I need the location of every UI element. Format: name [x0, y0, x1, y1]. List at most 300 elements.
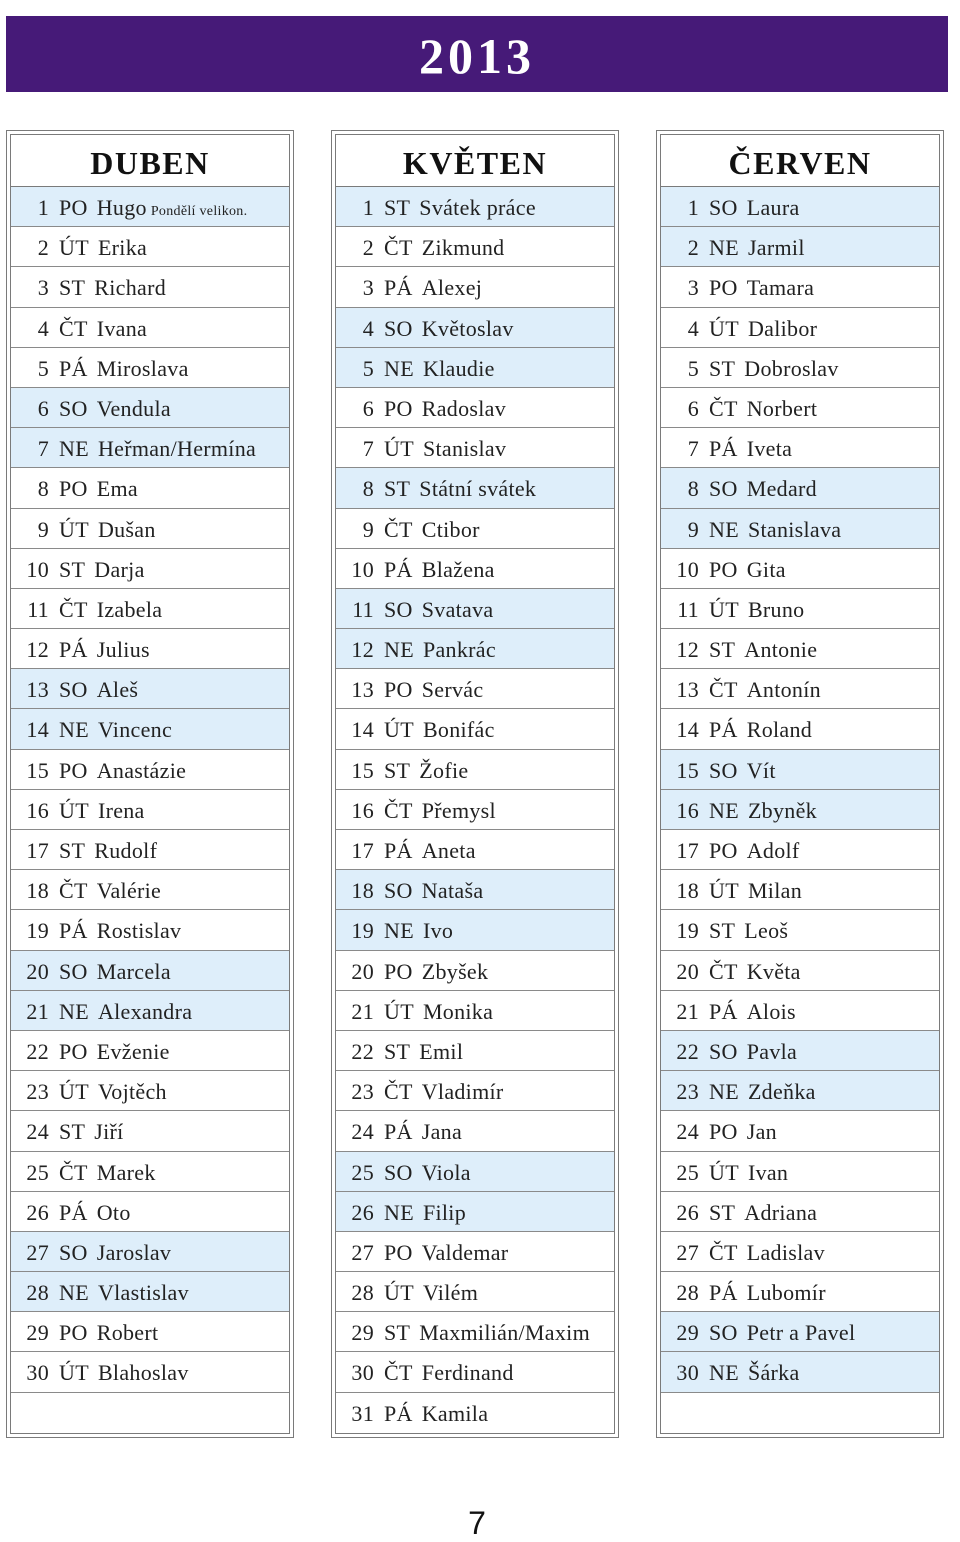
day-row — [11, 1232, 289, 1272]
name-day: Aneta — [421, 838, 476, 863]
day-number: 9 — [687, 516, 699, 542]
day-of-week: NE — [59, 998, 89, 1024]
day-of-week: ČT — [384, 516, 413, 542]
day-of-week: SO — [59, 395, 88, 421]
name-day: Nataša — [421, 878, 484, 904]
day-row — [11, 267, 289, 307]
day-of-week: ST — [384, 476, 411, 502]
day-number: 28 — [351, 1280, 374, 1306]
day-row — [336, 1031, 614, 1071]
month-column-cerven — [656, 130, 944, 1438]
day-number: 1 — [687, 195, 699, 220]
day-row — [11, 669, 289, 709]
day-row — [661, 549, 939, 589]
month-title: DUBEN — [11, 135, 289, 187]
day-of-week: NE — [59, 717, 89, 743]
name-day: Tamara — [746, 275, 815, 301]
day-row — [11, 589, 289, 629]
day-number: 20 — [26, 958, 49, 984]
day-of-week: ČT — [384, 1360, 413, 1386]
day-row — [11, 348, 289, 388]
day-of-week: PO — [59, 1038, 88, 1064]
name-day: Aleš — [96, 677, 139, 703]
name-day: Monika — [422, 998, 494, 1024]
name-day: Jana — [421, 1119, 463, 1145]
name-day: Žofie — [419, 757, 469, 783]
name-day: Bonifác — [422, 717, 495, 743]
day-of-week: NE — [59, 436, 89, 462]
day-row — [336, 991, 614, 1031]
day-row — [11, 187, 289, 227]
name-day: Alexej — [421, 275, 483, 301]
day-row — [11, 750, 289, 790]
day-of-week: SO — [709, 476, 738, 502]
day-number: 19 — [351, 918, 374, 944]
name-day: Evženie — [96, 1038, 170, 1064]
day-of-week: SO — [384, 1159, 413, 1185]
day-row — [661, 308, 939, 348]
day-of-week: ST — [384, 1038, 411, 1064]
day-row — [11, 468, 289, 508]
day-of-week: PÁ — [384, 838, 413, 863]
day-of-week: SO — [709, 757, 738, 783]
day-number: 28 — [26, 1280, 49, 1306]
day-row — [661, 1352, 939, 1392]
day-row — [336, 227, 614, 267]
day-of-week: ÚT — [59, 1360, 89, 1386]
day-number: 16 — [351, 797, 374, 823]
day-number: 8 — [687, 476, 699, 502]
day-of-week: ST — [709, 637, 736, 663]
day-row — [661, 1071, 939, 1111]
day-of-week: PO — [709, 556, 738, 582]
name-day: Julius — [96, 637, 150, 663]
day-number: 6 — [687, 395, 699, 421]
day-number: 20 — [676, 958, 699, 984]
name-day: Květa — [746, 958, 801, 984]
day-number: 25 — [26, 1159, 49, 1185]
day-of-week: PO — [384, 1239, 413, 1265]
day-row — [661, 1031, 939, 1071]
day-row — [661, 589, 939, 629]
day-number: 2 — [687, 235, 699, 261]
day-number: 26 — [351, 1199, 374, 1225]
name-day: Pavla — [746, 1038, 798, 1064]
day-row — [11, 1312, 289, 1352]
name-day: Vendula — [96, 395, 171, 421]
day-of-week: SO — [59, 1239, 88, 1265]
name-day: Filip — [422, 1199, 467, 1225]
day-of-week: ÚT — [59, 797, 89, 823]
day-number: 18 — [676, 878, 699, 904]
day-number: 23 — [351, 1079, 374, 1105]
day-of-week: ČT — [709, 395, 738, 421]
day-number: 24 — [26, 1119, 49, 1145]
day-of-week: ČT — [709, 677, 738, 703]
day-row — [336, 468, 614, 508]
day-of-week: NE — [709, 235, 739, 261]
name-day: Darja — [94, 556, 145, 582]
day-row — [11, 1152, 289, 1192]
name-day: Zdeňka — [747, 1079, 816, 1105]
name-day: Roland — [746, 717, 813, 743]
day-number: 13 — [351, 677, 374, 703]
day-number: 3 — [362, 275, 374, 301]
day-number: 17 — [351, 838, 374, 863]
day-row — [11, 509, 289, 549]
month-title: ČERVEN — [661, 135, 939, 187]
name-day: Ferdinand — [421, 1360, 514, 1386]
day-of-week: ÚT — [384, 436, 414, 462]
day-number: 1 — [362, 195, 374, 220]
day-of-week: ČT — [59, 596, 88, 622]
day-row — [336, 1393, 614, 1433]
day-number: 27 — [676, 1239, 699, 1265]
day-number: 16 — [26, 797, 49, 823]
day-of-week: ÚT — [709, 315, 739, 341]
day-of-week: PÁ — [59, 637, 88, 663]
day-row — [11, 951, 289, 991]
day-of-week: ST — [59, 556, 86, 582]
day-number: 19 — [26, 918, 49, 944]
name-day: Ladislav — [746, 1239, 825, 1265]
name-day: Pankrác — [422, 637, 496, 663]
day-list — [11, 187, 289, 1433]
name-day: Miroslava — [96, 355, 189, 381]
empty-day-row — [11, 1393, 289, 1433]
day-row — [336, 1272, 614, 1312]
day-of-week: ST — [709, 1199, 736, 1225]
name-day: Šárka — [747, 1360, 800, 1386]
name-day: Blažena — [421, 556, 495, 582]
day-row — [11, 991, 289, 1031]
day-number: 4 — [37, 315, 49, 341]
day-of-week: NE — [384, 355, 414, 381]
day-row — [336, 1232, 614, 1272]
day-number: 26 — [676, 1199, 699, 1225]
name-day: Richard — [94, 275, 167, 301]
name-day: Iveta — [746, 436, 793, 462]
day-number: 29 — [676, 1320, 699, 1346]
day-number: 30 — [26, 1360, 49, 1386]
day-of-week: PÁ — [59, 355, 88, 381]
day-row — [336, 790, 614, 830]
day-row — [661, 1192, 939, 1232]
day-number: 14 — [351, 717, 374, 743]
day-number: 30 — [351, 1360, 374, 1386]
name-day: Zbyněk — [747, 797, 817, 823]
day-number: 11 — [27, 596, 49, 622]
day-of-week: ST — [709, 918, 736, 944]
day-number: 14 — [26, 717, 49, 743]
name-day: Dalibor — [747, 315, 818, 341]
day-number: 30 — [676, 1360, 699, 1386]
day-of-week: NE — [709, 1360, 739, 1386]
day-number: 7 — [687, 436, 699, 462]
day-of-week: ÚT — [59, 235, 89, 261]
day-row — [661, 669, 939, 709]
day-row — [11, 1071, 289, 1111]
name-day: Dobroslav — [744, 355, 839, 381]
name-day: Ema — [96, 476, 138, 502]
name-day: Alexandra — [97, 998, 193, 1024]
day-row — [661, 951, 939, 991]
day-of-week: ČT — [59, 315, 88, 341]
day-number: 2 — [362, 235, 374, 261]
name-day: Jarmil — [747, 235, 805, 261]
day-number: 4 — [687, 315, 699, 341]
day-of-week: SO — [384, 315, 413, 341]
day-of-week: PO — [59, 1320, 88, 1346]
name-day: Robert — [96, 1320, 159, 1346]
day-row — [661, 870, 939, 910]
day-row — [661, 709, 939, 749]
day-row — [336, 348, 614, 388]
day-number: 21 — [351, 998, 374, 1024]
day-of-week: PÁ — [384, 1400, 413, 1426]
day-number: 9 — [37, 516, 49, 542]
month-column-duben — [6, 130, 294, 1438]
day-number: 2 — [37, 235, 49, 261]
name-day: Jaroslav — [96, 1239, 172, 1265]
day-number: 24 — [676, 1119, 699, 1145]
day-number: 14 — [676, 717, 699, 743]
day-row — [11, 830, 289, 870]
day-number: 17 — [26, 838, 49, 863]
name-day: Antonín — [746, 677, 821, 703]
day-row — [661, 750, 939, 790]
name-day: Norbert — [746, 395, 818, 421]
name-day: Vojtěch — [97, 1079, 167, 1105]
day-row — [661, 388, 939, 428]
name-day: Erika — [97, 235, 148, 261]
day-number: 8 — [362, 476, 374, 502]
name-day: Zikmund — [421, 235, 505, 261]
day-row — [11, 428, 289, 468]
day-number: 7 — [362, 436, 374, 462]
day-of-week: PÁ — [709, 717, 738, 743]
day-of-week: PÁ — [384, 275, 413, 301]
day-number: 12 — [351, 637, 374, 663]
day-number: 11 — [352, 596, 374, 622]
day-row — [336, 669, 614, 709]
day-number: 27 — [26, 1239, 49, 1265]
day-row — [336, 830, 614, 870]
day-row — [11, 549, 289, 589]
day-row — [336, 388, 614, 428]
name-day: Laura — [746, 195, 800, 220]
day-of-week: PÁ — [709, 1280, 738, 1306]
day-number: 17 — [676, 838, 699, 863]
day-row — [336, 187, 614, 227]
day-row — [336, 1071, 614, 1111]
name-day: Ivo — [422, 918, 454, 944]
day-list — [661, 187, 939, 1433]
day-row — [336, 267, 614, 307]
day-of-week: ÚT — [384, 717, 414, 743]
day-of-week: PÁ — [709, 998, 738, 1024]
day-number: 9 — [362, 516, 374, 542]
day-row — [336, 1152, 614, 1192]
day-of-week: PO — [709, 275, 738, 301]
day-number: 28 — [676, 1280, 699, 1306]
day-number: 12 — [26, 637, 49, 663]
day-number: 13 — [676, 677, 699, 703]
day-of-week: ST — [59, 838, 86, 863]
month-title: KVĚTEN — [336, 135, 614, 187]
day-row — [661, 1111, 939, 1151]
day-number: 22 — [676, 1038, 699, 1064]
day-of-week: SO — [59, 958, 88, 984]
day-of-week: NE — [384, 637, 414, 663]
day-of-week: ST — [709, 355, 736, 381]
day-number: 24 — [351, 1119, 374, 1145]
name-day: Blahoslav — [97, 1360, 189, 1386]
day-row — [661, 1272, 939, 1312]
name-day: Rudolf — [94, 838, 158, 863]
day-row — [336, 1312, 614, 1352]
name-day: Kamila — [421, 1400, 489, 1426]
day-of-week: ČT — [59, 1159, 88, 1185]
month-column-kveten — [331, 130, 619, 1438]
day-of-week: ČT — [709, 1239, 738, 1265]
day-of-week: ST — [59, 275, 86, 301]
name-day: Ivana — [96, 315, 148, 341]
day-of-week: SO — [59, 677, 88, 703]
day-row — [661, 428, 939, 468]
day-of-week: SO — [384, 878, 413, 904]
day-row — [661, 1152, 939, 1192]
day-of-week: ČT — [384, 1079, 413, 1105]
day-row — [11, 1111, 289, 1151]
day-number: 21 — [26, 998, 49, 1024]
day-row — [661, 509, 939, 549]
name-day: Přemysl — [421, 797, 496, 823]
day-of-week: ÚT — [384, 998, 414, 1024]
name-day: Jiří — [94, 1119, 124, 1145]
day-row — [11, 227, 289, 267]
name-day: Lubomír — [746, 1280, 826, 1306]
day-of-week: NE — [384, 1199, 414, 1225]
day-row — [336, 1111, 614, 1151]
name-day: Svátek práce — [419, 195, 536, 220]
day-row — [661, 629, 939, 669]
day-of-week: NE — [59, 1280, 89, 1306]
day-row — [336, 308, 614, 348]
name-day: Leoš — [744, 918, 789, 944]
day-number: 15 — [676, 757, 699, 783]
name-day: Vít — [746, 757, 776, 783]
day-of-week: ÚT — [709, 1159, 739, 1185]
name-day: Anastázie — [96, 757, 187, 783]
day-number: 15 — [26, 757, 49, 783]
day-row — [661, 830, 939, 870]
day-of-week: PÁ — [384, 556, 413, 582]
name-day: Klaudie — [422, 355, 495, 381]
name-day: Vladimír — [421, 1079, 504, 1105]
day-of-week: PO — [384, 677, 413, 703]
day-number: 23 — [676, 1079, 699, 1105]
name-day: Medard — [746, 476, 817, 502]
day-row — [336, 1352, 614, 1392]
name-day: Svatava — [421, 596, 494, 622]
name-day: Oto — [96, 1199, 131, 1225]
day-row — [11, 1031, 289, 1071]
day-number: 3 — [37, 275, 49, 301]
day-number: 29 — [351, 1320, 374, 1346]
day-number: 18 — [351, 878, 374, 904]
name-day: Antonie — [744, 637, 818, 663]
day-row — [661, 468, 939, 508]
day-number: 1 — [37, 195, 49, 220]
day-of-week: ČT — [709, 958, 738, 984]
day-of-week: PO — [384, 958, 413, 984]
name-day: Ivan — [747, 1159, 789, 1185]
day-number: 25 — [351, 1159, 374, 1185]
day-row — [336, 428, 614, 468]
name-day: Květoslav — [421, 315, 514, 341]
day-number: 4 — [362, 315, 374, 341]
day-row — [661, 267, 939, 307]
day-of-week: SO — [709, 1320, 738, 1346]
day-row — [11, 1192, 289, 1232]
name-day: Rostislav — [96, 918, 182, 944]
day-number: 22 — [351, 1038, 374, 1064]
day-of-week: ČT — [59, 878, 88, 904]
day-of-week: NE — [709, 797, 739, 823]
day-number: 10 — [676, 556, 699, 582]
name-day: Maxmilián/Maxim — [419, 1320, 590, 1346]
empty-day-row — [661, 1393, 939, 1433]
day-row — [661, 1232, 939, 1272]
day-row — [11, 790, 289, 830]
name-day: Viola — [421, 1159, 471, 1185]
name-day: Stanislava — [747, 516, 842, 542]
day-number: 13 — [26, 677, 49, 703]
day-number: 31 — [351, 1400, 374, 1426]
name-day: Vincenc — [97, 717, 173, 743]
day-row — [11, 629, 289, 669]
name-day: Hugo — [96, 195, 147, 220]
day-row — [661, 348, 939, 388]
day-number: 6 — [362, 395, 374, 421]
name-day: Státní svátek — [419, 476, 537, 502]
day-of-week: ÚT — [59, 1079, 89, 1105]
day-of-week: NE — [709, 1079, 739, 1105]
name-day: Stanislav — [422, 436, 507, 462]
day-number: 29 — [26, 1320, 49, 1346]
day-row — [661, 1312, 939, 1352]
day-row — [11, 870, 289, 910]
name-day: Bruno — [747, 596, 805, 622]
day-row — [661, 227, 939, 267]
name-day: Irena — [97, 797, 145, 823]
day-row — [336, 910, 614, 950]
day-row — [661, 991, 939, 1031]
day-of-week: PÁ — [384, 1119, 413, 1145]
name-day: Ctibor — [421, 516, 480, 542]
day-of-week: ČT — [384, 797, 413, 823]
name-day: Alois — [746, 998, 796, 1024]
day-row — [11, 910, 289, 950]
day-of-week: NE — [709, 516, 739, 542]
name-day: Dušan — [97, 516, 156, 542]
name-day: Milan — [747, 878, 802, 904]
day-number: 3 — [687, 275, 699, 301]
day-row — [336, 709, 614, 749]
day-number: 5 — [687, 355, 699, 381]
day-row — [661, 187, 939, 227]
